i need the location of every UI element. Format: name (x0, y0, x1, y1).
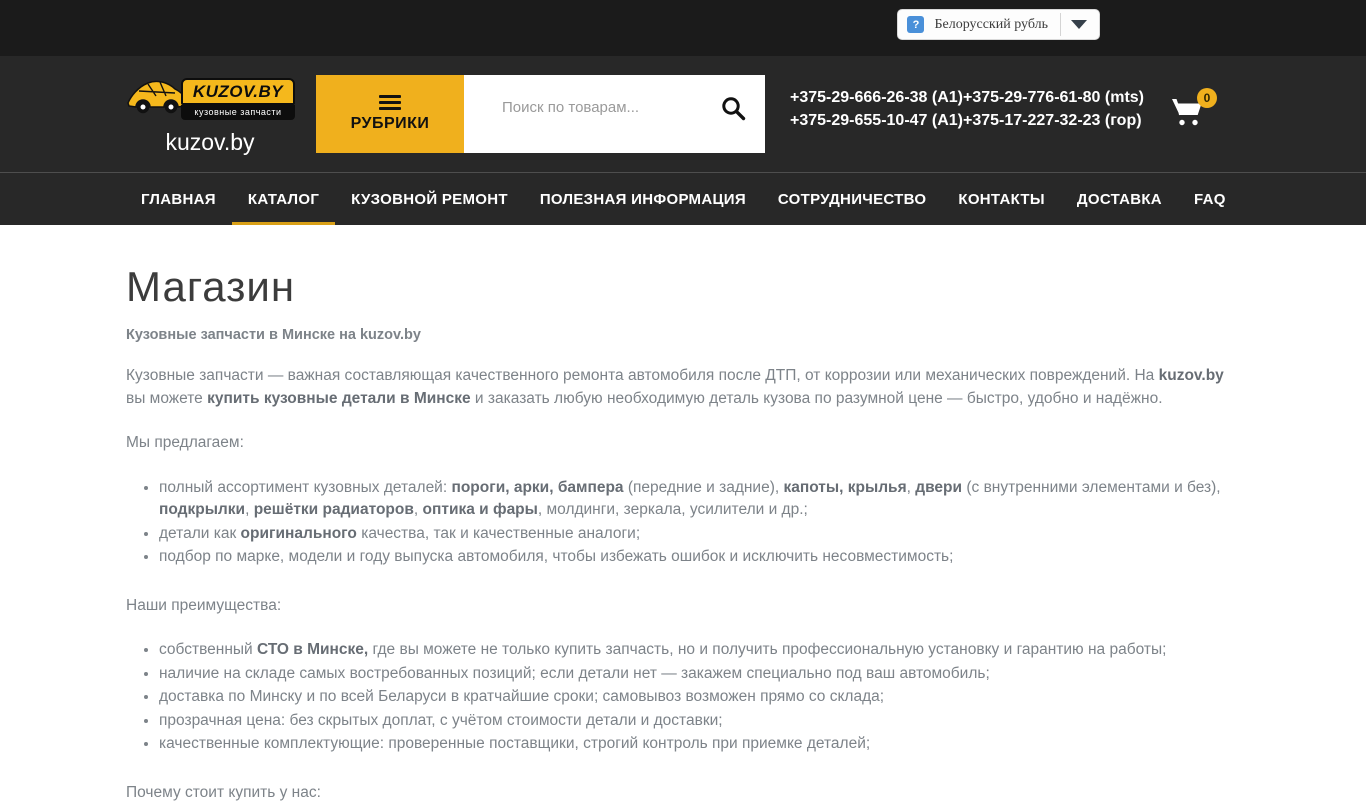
phone-number: +375-17-227-32-23 (гор) (963, 112, 1144, 130)
logo-brand: KUZOV.BY (181, 78, 295, 105)
list-item: • детали как оригинального качества, так и качественные аналоги; (159, 523, 1221, 546)
help-icon: ? (907, 16, 924, 33)
phone-number: +375-29-776-61-80 (mts) (963, 89, 1144, 107)
nav-item-kuzovnoy-remont[interactable]: КУЗОВНОЙ РЕМОНТ (335, 173, 524, 225)
logo-graphic (125, 76, 295, 122)
page-title: Магазин (126, 263, 1240, 311)
cart-count-badge: 0 (1197, 88, 1217, 108)
nav-item-sotrudnichestvo[interactable]: СОТРУДНИЧЕСТВО (762, 173, 942, 225)
list-item: • качественные комплектующие: проверенные поставщики, строгий контроль при приемке деталей; (159, 733, 1221, 756)
search-bar (316, 75, 765, 153)
rubrics-label: РУБРИКИ (351, 115, 430, 133)
cart-button[interactable] (1170, 97, 1204, 132)
list-item: • прозрачная цена: без скрытых доплат, с учётом стоимости детали и доставки; (159, 710, 1221, 733)
site-header (0, 56, 1366, 173)
phone-number: +375-29-666-26-38 (А1) (790, 89, 963, 107)
phone-number: +375-29-655-10-47 (А1) (790, 112, 963, 130)
site-logo[interactable] (125, 76, 295, 156)
search-field (464, 75, 765, 153)
hamburger-icon (379, 95, 401, 110)
nav-item-faq[interactable]: FAQ (1178, 173, 1242, 225)
logo-tagline: кузовные запчасти (181, 105, 295, 120)
car-icon (125, 75, 187, 124)
nav-item-dostavka[interactable]: ДОСТАВКА (1061, 173, 1178, 225)
nav-item-glavnaya[interactable]: ГЛАВНАЯ (125, 173, 232, 225)
nav-item-poleznaya-informaciya[interactable]: ПОЛЕЗНАЯ ИНФОРМАЦИЯ (524, 173, 762, 225)
list-item: • полный ассортимент кузовных деталей: пороги, арки, бампера (передние и задние), капоты, крылья, двери (с внутренними элементами и без), подкрылки, решётки радиаторов, оптика и фары, молдинги, зеркала, усилители и др.; (159, 477, 1221, 522)
main-nav (0, 173, 1366, 225)
advantages-list (126, 639, 1221, 756)
search-icon (720, 110, 747, 125)
rubrics-button[interactable] (316, 75, 464, 153)
list-item: • доставка по Минску и по всей Беларуси в кратчайшие сроки; самовывоз возможен прямо со склада; (159, 686, 1221, 709)
list-item: • собственный СТО в Минске, где вы можете не только купить запчасть, но и получить профессиональную установку и гарантию на работы; (159, 639, 1221, 662)
offer-list (126, 477, 1221, 569)
list-item: • наличие на складе самых востребованных позиций; если детали нет — закажем специально под ваш автомобиль; (159, 663, 1221, 686)
search-button[interactable] (720, 95, 747, 125)
list-item: • подбор по марке, модели и году выпуска автомобиля, чтобы избежать ошибок и исключить несовместимость; (159, 546, 1221, 569)
currency-separator (1060, 13, 1061, 36)
phone-numbers (790, 89, 1144, 130)
currency-label: Белорусский рубль (934, 17, 1048, 33)
logo-site-name: kuzov.by (125, 129, 295, 156)
advantages-heading: Наши преимущества: (126, 595, 1226, 618)
main-content (0, 263, 1366, 804)
logo-text-block (181, 78, 295, 120)
nav-item-katalog[interactable]: КАТАЛОГ (232, 173, 335, 225)
intro-paragraph: Кузовные запчасти — важная составляющая качественного ремонта автомобиля после ДТП, от коррозии или механических повреждений. На kuzov.by вы можете купить кузовные детали в Минске и заказать любую необходимую деталь кузова по разумной цене — быстро, удобно и надёжно. (126, 365, 1226, 410)
why-heading: Почему стоит купить у нас: (126, 782, 1226, 804)
offer-heading: Мы предлагаем: (126, 432, 1226, 455)
page-subtitle: Кузовные запчасти в Минске на kuzov.by (126, 327, 1240, 343)
nav-item-kontakty[interactable]: КОНТАКТЫ (942, 173, 1060, 225)
top-bar (0, 0, 1366, 56)
chevron-down-icon (1071, 20, 1087, 29)
cart-icon (1170, 114, 1204, 131)
currency-selector[interactable] (897, 9, 1100, 40)
